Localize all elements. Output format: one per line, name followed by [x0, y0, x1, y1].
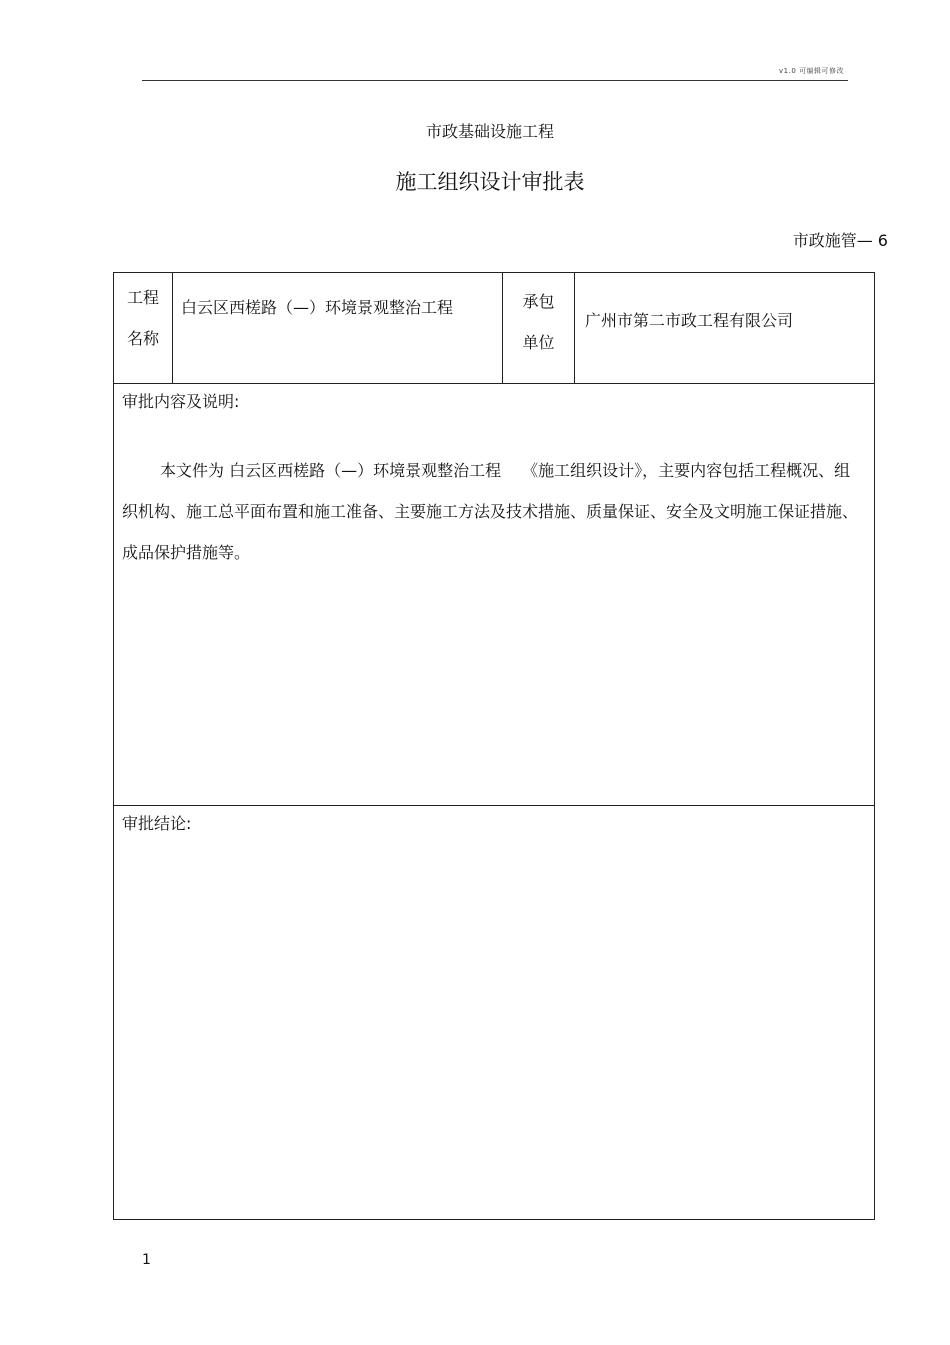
- project-label-line2: 名称: [126, 329, 159, 348]
- project-label-line1: 工程: [126, 288, 159, 307]
- document-title: 施工组织设计审批表: [395, 170, 585, 194]
- contractor-label-line2: 单位: [522, 333, 555, 352]
- page-number: 1: [142, 1252, 151, 1268]
- approval-form-table: [113, 272, 875, 1220]
- approval-content-section: [114, 384, 874, 806]
- contractor-name-cell: [575, 273, 874, 383]
- document-subtitle: 市政基础设施工程: [425, 122, 554, 141]
- project-name: 白云区西槎路（—）环境景观整治工程: [181, 298, 454, 317]
- header-rule: [142, 80, 848, 81]
- project-label-cell: [114, 273, 173, 383]
- approval-conclusion-label: 审批结论:: [122, 814, 192, 833]
- project-name-cell: [173, 273, 503, 383]
- approval-conclusion-section: [114, 806, 874, 1219]
- version-note: v1.0 可编辑可修改: [779, 67, 844, 75]
- contractor-label-cell: [503, 273, 575, 383]
- contractor-name: 广州市第二市政工程有限公司: [585, 311, 794, 330]
- form-code: 市政施管— 6: [792, 231, 888, 250]
- contractor-label-line1: 承包: [522, 292, 555, 311]
- approval-content-text: 本文件为 白云区西槎路（—）环境景观整治工程 《施工组织设计》，主要内容包括工程概况、组织机构、施工总平面布置和施工准备、主要施工方法及技术措施、质量保证、安全及文明施工保证措施、成品保护措施等。: [122, 461, 859, 562]
- approval-content-label: 审批内容及说明:: [122, 392, 240, 411]
- project-info-row: [114, 273, 874, 384]
